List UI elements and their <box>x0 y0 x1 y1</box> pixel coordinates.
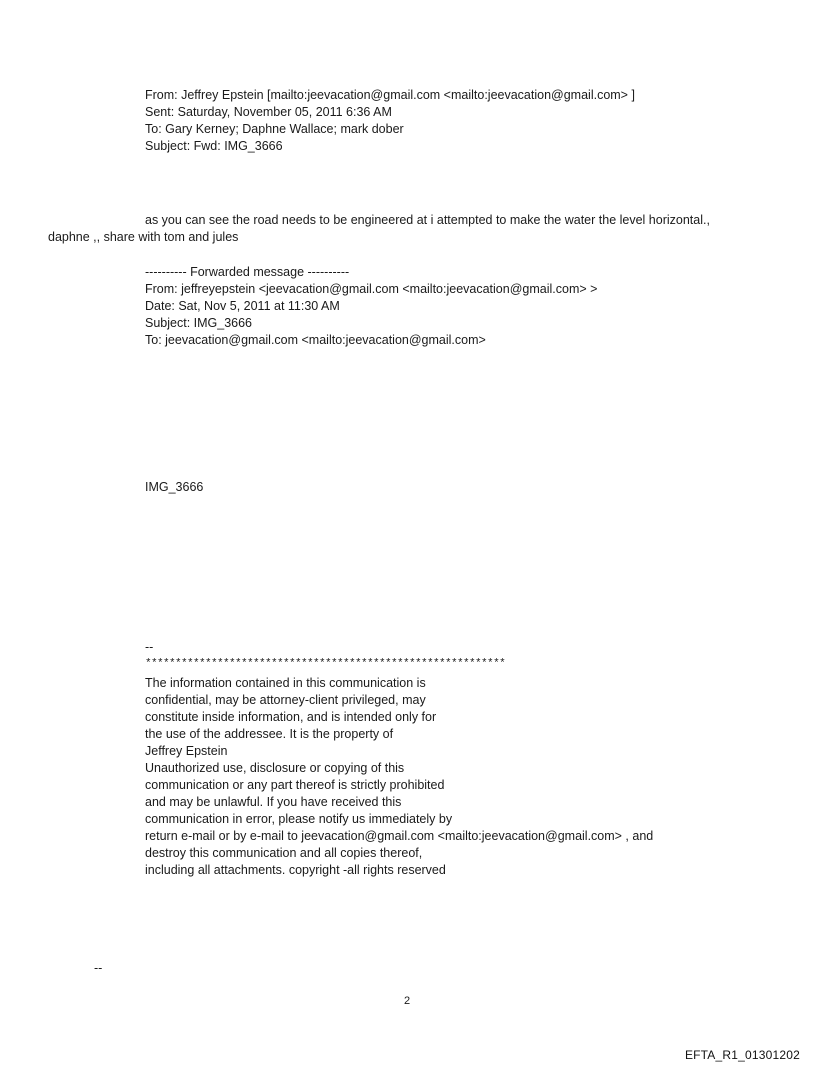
disclaimer-line: destroy this communication and all copies thereof, <box>145 846 423 860</box>
disclaimer-line: Unauthorized use, disclosure or copying of this <box>145 761 405 775</box>
forwarded-from: From: jeffreyepstein <jeevacation@gmail.com <mailto:jeevacation@gmail.com> > <box>145 282 598 296</box>
disclaimer-line: including all attachments. copyright -all rights reserved <box>145 863 446 877</box>
header-to: To: Gary Kerney; Daphne Wallace; mark dober <box>145 122 404 136</box>
disclaimer-line: the use of the addressee. It is the property of <box>145 727 394 741</box>
disclaimer-line: The information contained in this communication is <box>145 676 426 690</box>
header-from: From: Jeffrey Epstein [mailto:jeevacation@gmail.com <mailto:jeevacation@gmail.com> ] <box>145 88 635 102</box>
attachment-name: IMG_3666 <box>145 480 204 494</box>
message-line-1: as you can see the road needs to be engineered at i attempted to make the water the level horizontal., <box>145 213 710 227</box>
message-line-2: daphne ,, share with tom and jules <box>48 230 239 244</box>
disclaimer-line: communication in error, please notify us immediately by <box>145 812 453 826</box>
trailing-dashes: -- <box>94 961 103 975</box>
page-number: 2 <box>404 995 411 1007</box>
signature-dashes: -- <box>145 640 154 654</box>
header-subject: Subject: Fwd: IMG_3666 <box>145 139 283 153</box>
forwarded-date: Date: Sat, Nov 5, 2011 at 11:30 AM <box>145 299 340 313</box>
bates-number: EFTA_R1_01301202 <box>684 1048 800 1062</box>
disclaimer-line: constitute inside information, and is intended only for <box>145 710 437 724</box>
disclaimer-line: Jeffrey Epstein <box>145 744 228 758</box>
forwarded-subject: Subject: IMG_3666 <box>145 316 253 330</box>
signature-stars: ************************************************************ <box>145 658 506 670</box>
disclaimer-line: and may be unlawful. If you have received this <box>145 795 402 809</box>
disclaimer-line: confidential, may be attorney-client privileged, may <box>145 693 426 707</box>
disclaimer-line: communication or any part thereof is strictly prohibited <box>145 778 445 792</box>
forwarded-to: To: jeevacation@gmail.com <mailto:jeevacation@gmail.com> <box>145 333 486 347</box>
disclaimer-line: return e-mail or by e-mail to jeevacation@gmail.com <mailto:jeevacation@gmail.com> , and <box>145 829 654 843</box>
header-sent: Sent: Saturday, November 05, 2011 6:36 AM <box>145 105 392 119</box>
forwarded-separator: ---------- Forwarded message ---------- <box>145 265 350 279</box>
